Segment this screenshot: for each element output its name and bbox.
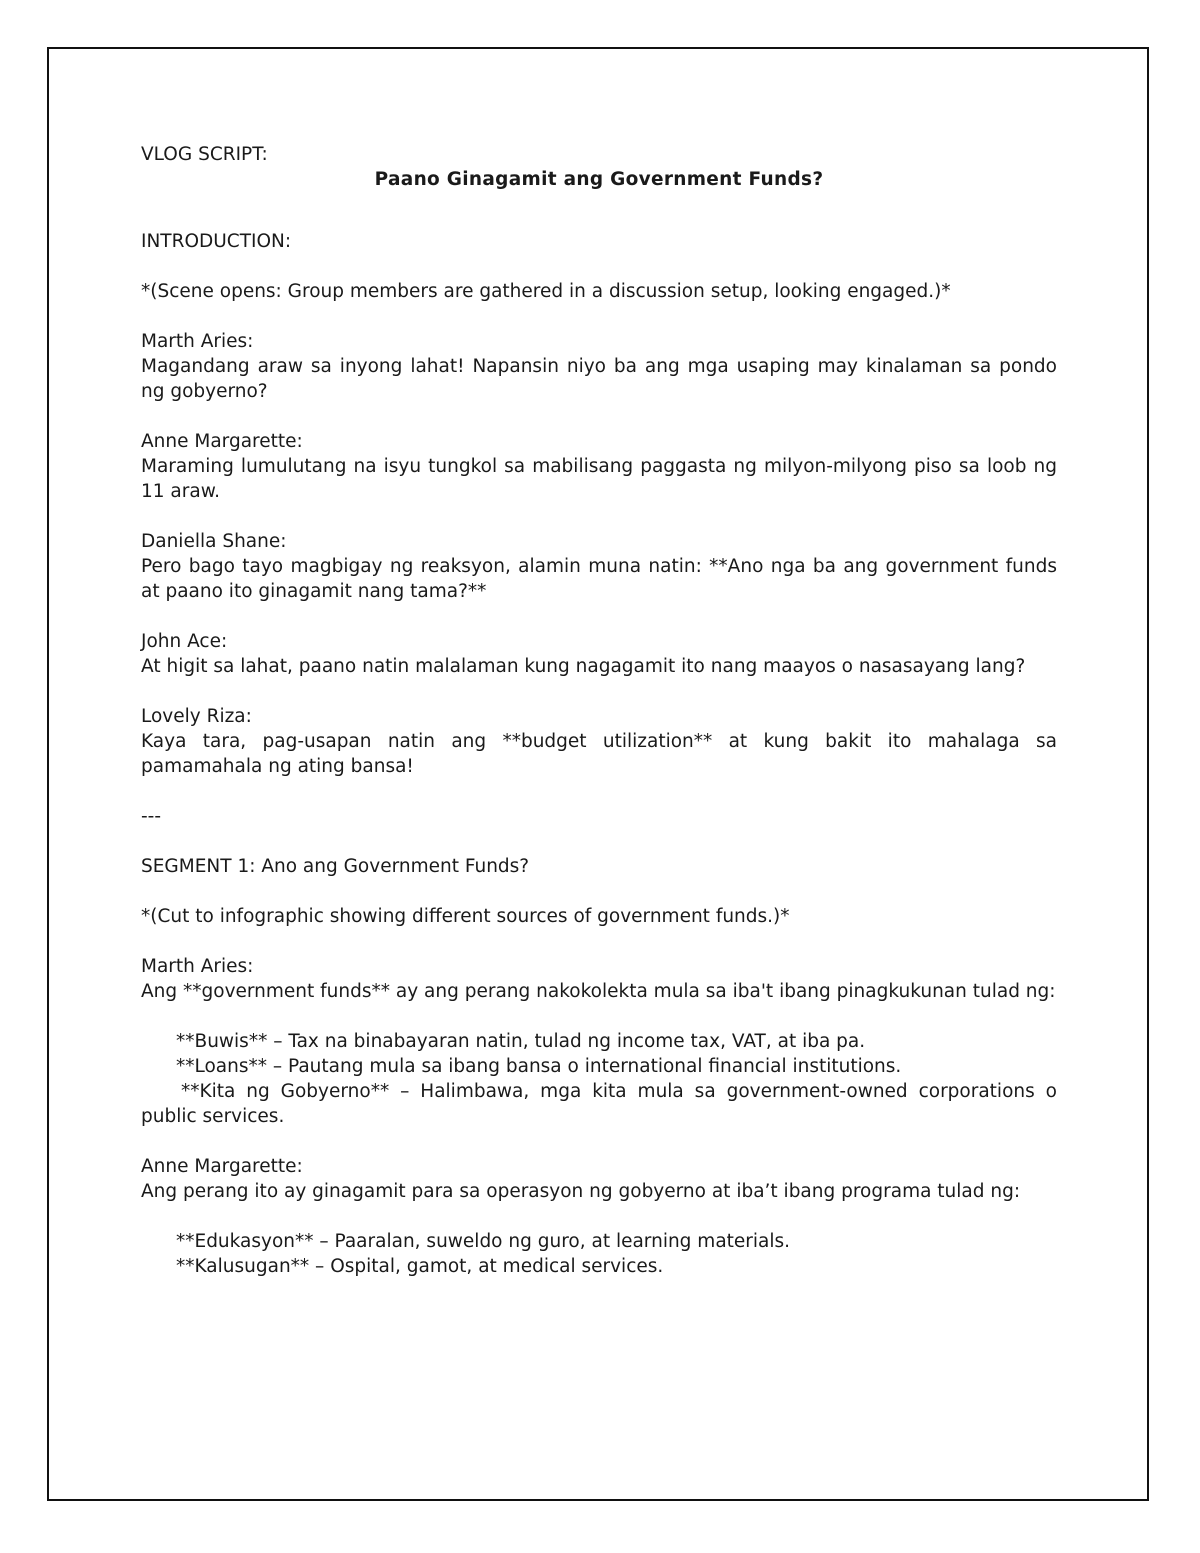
list-item: **Kita ng Gobyerno** – Halimbawa, mga kita mula sa government-owned corporations o public services. — [141, 1081, 1057, 1127]
dialogue-line: Ang perang ito ay ginagamit para sa operasyon ng gobyerno at iba’t ibang programa tulad ng: — [141, 1181, 1021, 1202]
speaker-name: John Ace: — [141, 631, 228, 652]
speaker-name: Lovely Riza: — [141, 706, 252, 727]
intro-heading: INTRODUCTION: — [141, 231, 292, 252]
dialogue-line: Kaya tara, pag-usapan natin ang **budget utilization** at kung bakit ito mahalaga sa pamamahala ng ating bansa! — [141, 731, 1057, 777]
script-label: VLOG SCRIPT: — [141, 144, 268, 165]
document-body — [141, 142, 1057, 1279]
speaker-name: Daniella Shane: — [141, 531, 287, 552]
dialogue-line: Maraming lumulutang na isyu tungkol sa mabilisang paggasta ng milyon-milyong piso sa loob ng 11 araw. — [141, 456, 1057, 502]
list-item: **Loans** – Pautang mula sa ibang bansa o international financial institutions. — [176, 1056, 902, 1077]
list-item: **Kalusugan** – Ospital, gamot, at medical services. — [176, 1256, 664, 1277]
speaker-name: Marth Aries: — [141, 331, 254, 352]
speaker-name: Anne Margarette: — [141, 1156, 303, 1177]
dialogue-line: Pero bago tayo magbigay ng reaksyon, alamin muna natin: **Ano nga ba ang government funds at paano ito ginagamit nang tama?** — [141, 556, 1057, 602]
speaker-name: Anne Margarette: — [141, 431, 303, 452]
segment-scene: *(Cut to infographic showing different sources of government funds.)* — [141, 906, 790, 927]
document-title: Paano Ginagamit ang Government Funds? — [374, 169, 824, 190]
intro-scene: *(Scene opens: Group members are gathered in a discussion setup, looking engaged.)* — [141, 281, 951, 302]
speaker-name: Marth Aries: — [141, 956, 254, 977]
dialogue-line: Ang **government funds** ay ang perang nakokolekta mula sa iba't ibang pinagkukunan tulad ng: — [141, 981, 1056, 1002]
dialogue-line: Magandang araw sa inyong lahat! Napansin niyo ba ang mga usaping may kinalaman sa pondo ng gobyerno? — [141, 356, 1057, 402]
section-divider: --- — [141, 806, 162, 827]
dialogue-line: At higit sa lahat, paano natin malalaman kung nagagamit ito nang maayos o nasasayang lang? — [141, 656, 1026, 677]
segment-heading: SEGMENT 1: Ano ang Government Funds? — [141, 856, 530, 877]
list-item: **Edukasyon** – Paaralan, suweldo ng guro, at learning materials. — [176, 1231, 791, 1252]
list-item: **Buwis** – Tax na binabayaran natin, tulad ng income tax, VAT, at iba pa. — [176, 1031, 866, 1052]
